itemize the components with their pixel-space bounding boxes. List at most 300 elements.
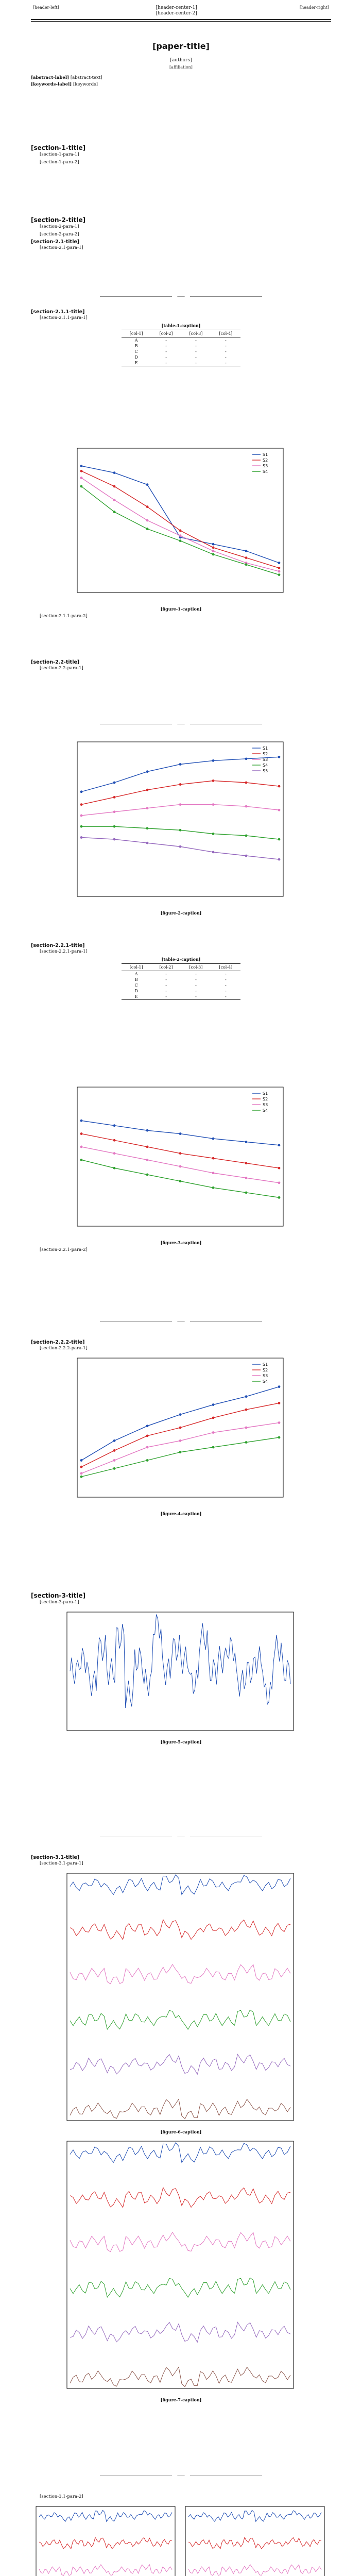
- table-cell: B: [134, 977, 138, 982]
- table-cell: A: [134, 972, 138, 977]
- data-point: [80, 790, 83, 793]
- table-row: [122, 982, 241, 988]
- table-header-cell: [col-3]: [181, 964, 211, 971]
- section-2-1-1-title: [section-2.1.1-title]: [31, 309, 85, 315]
- data-point: [278, 1402, 281, 1404]
- data-point: [80, 1120, 83, 1122]
- header-center: [114, 4, 239, 18]
- table-cell: -: [165, 983, 167, 988]
- running-header: [31, 4, 331, 29]
- data-point: [179, 1152, 182, 1155]
- series-line-S2: [81, 471, 279, 568]
- table-cell: D: [134, 989, 138, 994]
- data-point: [179, 539, 182, 542]
- section-2-2-1: [31, 943, 331, 1000]
- data-point: [146, 1435, 149, 1437]
- data-point: [245, 757, 248, 760]
- table-cell: -: [195, 977, 197, 982]
- table-cell: D: [134, 355, 138, 360]
- data-point: [212, 550, 215, 552]
- data-point: [113, 1167, 116, 1170]
- table-cell: E: [122, 360, 151, 366]
- section-3-1-title: [section-3.1-title]: [31, 1855, 80, 1860]
- series-line-S1: [39, 2511, 172, 2522]
- series-line-S2: [70, 2188, 290, 2208]
- header-rule: [31, 19, 331, 20]
- series-line-S2: [188, 2537, 321, 2549]
- figure-2-caption: [figure-2-caption]: [160, 910, 202, 916]
- data-point: [245, 1441, 248, 1444]
- figure-6-chart: [31, 1868, 331, 2126]
- section-2-1-1: [31, 309, 331, 366]
- section-1-para-1: [section-1-para-1]: [40, 152, 79, 157]
- data-point: [146, 789, 149, 791]
- data-point: [113, 1439, 116, 1442]
- table-header-cell: [col-3]: [181, 330, 211, 337]
- page-separator: ——: [31, 1319, 331, 1324]
- data-point: [146, 519, 149, 522]
- series-line-S2: [39, 2537, 172, 2549]
- data-point: [278, 756, 281, 758]
- section-2-2-para-1: [section-2.2-para-1]: [40, 666, 83, 671]
- page-separator: ——: [31, 2473, 331, 2478]
- data-point: [146, 1129, 149, 1132]
- header-left: [header-left]: [33, 5, 59, 10]
- section-2-1-para-1: [section-2.1-para-1]: [40, 245, 83, 251]
- figure-1: [31, 443, 331, 621]
- figure-5-chart: [31, 1607, 331, 1736]
- data-point: [278, 785, 281, 788]
- page-separator: ——: [31, 1834, 331, 1839]
- affiliation-line: [affiliation]: [169, 65, 193, 70]
- table-row: [122, 988, 241, 994]
- figure-4-caption: [figure-4-caption]: [160, 1511, 202, 1517]
- data-point: [179, 534, 182, 537]
- data-point: [278, 1167, 281, 1170]
- data-point: [80, 470, 83, 472]
- legend-label: S1: [263, 1091, 268, 1096]
- figure-1-caption: [figure-1-caption]: [160, 606, 202, 612]
- data-point: [245, 556, 248, 559]
- data-point: [245, 835, 248, 837]
- table-2-caption: [table-2-caption]: [161, 957, 201, 962]
- data-point: [245, 1162, 248, 1164]
- table-cell: -: [195, 338, 197, 343]
- table-cell: B: [134, 344, 138, 349]
- data-point: [212, 1417, 215, 1419]
- data-point: [179, 1413, 182, 1416]
- table-cell: -: [165, 338, 167, 343]
- data-point: [113, 1124, 116, 1127]
- data-point: [278, 1144, 281, 1146]
- data-point: [278, 1196, 281, 1199]
- data-point: [179, 1132, 182, 1135]
- legend-label: S1: [263, 1362, 268, 1367]
- table-cell: -: [195, 344, 197, 349]
- data-point: [146, 827, 149, 829]
- data-point: [80, 485, 83, 488]
- data-point: [212, 1431, 215, 1434]
- data-point: [278, 838, 281, 841]
- table-cell: -: [211, 360, 240, 366]
- data-point: [245, 1191, 248, 1194]
- table-row: [122, 994, 241, 1000]
- paper-title: [paper-title]: [152, 41, 210, 51]
- plot-frame: [67, 1612, 294, 1731]
- data-point: [278, 858, 281, 861]
- table-header-cell: [col-4]: [211, 964, 240, 971]
- table-cell: -: [195, 983, 197, 988]
- section-2-2-1-para-2: [section-2.2.1-para-2]: [40, 1247, 88, 1252]
- series-line-S4: [70, 2278, 290, 2297]
- table-cell: -: [151, 994, 181, 1000]
- data-point: [212, 553, 215, 556]
- data-point: [212, 546, 215, 549]
- table-cell: -: [225, 338, 227, 343]
- table-cell: -: [225, 344, 227, 349]
- data-point: [278, 570, 281, 573]
- data-point: [278, 562, 281, 564]
- section-2-2-2: [31, 1340, 331, 1518]
- section-2-para-2: [section-2-para-2]: [40, 232, 79, 238]
- data-point: [212, 1157, 215, 1160]
- table-cell: C: [134, 349, 138, 354]
- data-point: [80, 1476, 83, 1478]
- plot-frame: [67, 1873, 294, 2121]
- table-cell: -: [165, 344, 167, 349]
- data-point: [212, 1403, 215, 1406]
- data-point: [245, 1409, 248, 1411]
- data-point: [80, 815, 83, 817]
- table-cell: -: [225, 983, 227, 988]
- header-rule-thin: [31, 21, 331, 22]
- header-center-bottom: [header-center-2]: [156, 11, 197, 16]
- table-row: [122, 343, 241, 349]
- data-point: [113, 1467, 116, 1470]
- section-2-title: [section-2-title]: [31, 216, 86, 224]
- author-line: [authors]: [170, 58, 192, 63]
- data-point: [179, 829, 182, 832]
- series-line-S6: [70, 2099, 290, 2119]
- legend-label: S2: [263, 1097, 268, 1101]
- series-line-S1: [188, 2511, 321, 2522]
- section-2-1-1-para-2: [section-2.1.1-para-2]: [40, 614, 88, 619]
- data-point: [146, 1159, 149, 1161]
- figure-3-caption: [figure-3-caption]: [160, 1240, 202, 1245]
- data-point: [146, 1146, 149, 1148]
- data-point: [146, 1425, 149, 1428]
- data-point: [179, 529, 182, 532]
- data-point: [278, 567, 281, 569]
- legend-label: S1: [263, 452, 268, 457]
- section-3-title: [section-3-title]: [31, 1592, 86, 1599]
- table-cell: E: [122, 994, 151, 1000]
- data-point: [245, 1427, 248, 1429]
- table-cell: -: [225, 977, 227, 982]
- data-point: [278, 1421, 281, 1424]
- figure-2: [31, 737, 331, 917]
- data-point: [113, 838, 116, 841]
- table-cell: -: [165, 989, 167, 994]
- table-cell: -: [181, 360, 211, 366]
- plot-frame: [77, 448, 283, 592]
- data-point: [80, 1459, 83, 1462]
- table-row: [122, 977, 241, 982]
- section-3-1-para-2: [section-3.1-para-2]: [40, 2494, 83, 2499]
- series-line-S6: [70, 2367, 290, 2387]
- series-line-S3: [39, 2565, 172, 2575]
- data-point: [179, 803, 182, 806]
- data-point: [212, 779, 215, 782]
- data-point: [80, 1132, 83, 1135]
- chart-legend: [252, 452, 268, 474]
- section-2-2-title: [section-2.2-title]: [31, 659, 80, 665]
- data-point: [113, 1139, 116, 1142]
- section-2: [31, 216, 331, 253]
- data-point: [146, 842, 149, 844]
- figure-2-chart: [31, 737, 331, 907]
- legend-label: S4: [263, 1379, 268, 1384]
- data-point: [212, 1446, 215, 1449]
- series-line-S2: [81, 1134, 279, 1168]
- data-point: [245, 563, 248, 566]
- series-line-S1: [81, 757, 279, 791]
- data-point: [113, 499, 116, 501]
- data-point: [212, 851, 215, 854]
- table-cell: -: [225, 989, 227, 994]
- data-point: [113, 485, 116, 488]
- data-point: [212, 1138, 215, 1140]
- data-point: [113, 810, 116, 813]
- table-row: [122, 360, 241, 366]
- data-point: [245, 1395, 248, 1398]
- section-2-2-1-title: [section-2.2.1-title]: [31, 943, 85, 948]
- series-line-S4: [81, 826, 279, 839]
- legend-label: S4: [263, 763, 268, 768]
- legend-label: S4: [263, 1108, 268, 1113]
- section-2-1-title: [section-2.1-title]: [31, 239, 80, 245]
- table-row: [122, 337, 241, 344]
- table-header-cell: [col-1]: [122, 330, 151, 337]
- series-line-S5: [70, 2055, 290, 2075]
- data-point: [80, 1146, 83, 1148]
- data-point: [278, 573, 281, 576]
- data-point: [212, 1187, 215, 1189]
- data-point: [113, 1459, 116, 1462]
- data-point: [245, 855, 248, 857]
- section-3-para-1: [section-3-para-1]: [40, 1600, 79, 1605]
- legend-label: S1: [263, 746, 268, 751]
- section-2-2-2-para-1: [section-2.2.2-para-1]: [40, 1346, 88, 1351]
- header-center-top: [header-center-1]: [156, 5, 197, 10]
- table-cell: A: [134, 338, 138, 343]
- keywords-text: [keywords]: [73, 82, 98, 88]
- series-line-S1: [70, 1875, 290, 1894]
- legend-label: S4: [263, 469, 268, 474]
- data-point: [146, 483, 149, 486]
- data-point: [80, 465, 83, 467]
- table-header-cell: [col-1]: [122, 964, 151, 971]
- section-1-para-2: [section-1-para-2]: [40, 160, 79, 165]
- series-line-S3: [81, 805, 279, 816]
- data-point: [146, 807, 149, 809]
- table-cell: -: [225, 972, 227, 977]
- abstract-text: [abstract-text]: [70, 75, 102, 80]
- data-point: [245, 1177, 248, 1179]
- section-3-1-cont: [31, 2494, 331, 2576]
- header-right: [header-right]: [299, 5, 329, 10]
- series-line-S4: [70, 2010, 290, 2029]
- table-row: [122, 354, 241, 360]
- series-line-S3: [70, 2232, 290, 2252]
- table-cell: -: [151, 360, 181, 366]
- data-point: [212, 803, 215, 806]
- legend-label: S2: [263, 752, 268, 756]
- data-point: [245, 1141, 248, 1143]
- figure-6-caption: [figure-6-caption]: [160, 2129, 202, 2135]
- table-1-caption: [table-1-caption]: [161, 323, 201, 329]
- table-cell: -: [195, 349, 197, 354]
- chart-legend: [252, 746, 268, 773]
- data-point: [179, 845, 182, 848]
- data-point: [80, 1472, 83, 1475]
- data-point: [278, 1181, 281, 1184]
- legend-label: S5: [263, 769, 268, 773]
- data-point: [113, 471, 116, 474]
- page-separator: ——: [31, 721, 331, 726]
- legend-label: S3: [263, 1103, 268, 1107]
- section-2-para-1: [section-2-para-1]: [40, 224, 79, 229]
- section-2-2: [31, 659, 331, 673]
- data-point: [179, 1165, 182, 1168]
- table-cell: -: [165, 349, 167, 354]
- data-point: [179, 1180, 182, 1182]
- data-point: [212, 543, 215, 546]
- table-row: [122, 971, 241, 977]
- data-point: [278, 1436, 281, 1439]
- table-cell: -: [195, 972, 197, 977]
- data-point: [80, 803, 83, 806]
- data-point: [113, 511, 116, 513]
- chart-legend: [252, 1091, 268, 1113]
- series-line-S1: [70, 1615, 290, 1708]
- section-1-title: [section-1-title]: [31, 144, 86, 151]
- table-2: [122, 963, 241, 1000]
- data-point: [146, 505, 149, 508]
- table-cell: -: [195, 989, 197, 994]
- table-cell: -: [211, 994, 240, 1000]
- series-line-S3: [188, 2565, 321, 2575]
- data-point: [146, 528, 149, 530]
- series-line-S1: [81, 1387, 279, 1461]
- figure-5-caption: [figure-5-caption]: [160, 1739, 202, 1745]
- data-point: [113, 825, 116, 828]
- table-cell: -: [225, 355, 227, 360]
- data-point: [245, 550, 248, 552]
- data-point: [80, 477, 83, 479]
- series-line-S3: [81, 478, 279, 572]
- figure-8-chart: [31, 2501, 331, 2576]
- data-point: [245, 805, 248, 808]
- table-cell: -: [225, 349, 227, 354]
- table-cell: -: [165, 972, 167, 977]
- figure-3-chart: [31, 1082, 331, 1236]
- data-point: [146, 1459, 149, 1462]
- series-line-S2: [70, 1920, 290, 1940]
- series-line-S3: [81, 1423, 279, 1473]
- table-cell: -: [165, 355, 167, 360]
- table-1: [122, 330, 241, 366]
- legend-label: S2: [263, 1368, 268, 1373]
- series-line-S3: [70, 1964, 290, 1984]
- table-header-cell: [col-2]: [151, 330, 181, 337]
- data-point: [113, 782, 116, 784]
- data-point: [179, 1427, 182, 1429]
- series-line-S5: [81, 838, 279, 860]
- data-point: [179, 1451, 182, 1453]
- table-row: [122, 349, 241, 354]
- plot-frame: [67, 2141, 294, 2388]
- section-3-1-para-1: [section-3.1-para-1]: [40, 1861, 83, 1866]
- series-line-S4: [81, 1437, 279, 1477]
- series-line-S5: [70, 2323, 290, 2343]
- figure-7-caption: [figure-7-caption]: [160, 2397, 202, 2403]
- legend-label: S2: [263, 458, 268, 463]
- page-separator: ——: [31, 294, 331, 298]
- figure-1-chart: [31, 443, 331, 603]
- data-point: [179, 763, 182, 766]
- data-point: [80, 1159, 83, 1161]
- small-multiples-grid: [31, 2501, 331, 2576]
- data-point: [212, 759, 215, 762]
- figure-3: [31, 1082, 331, 1255]
- data-point: [80, 1466, 83, 1468]
- data-point: [113, 1449, 116, 1452]
- chart-legend: [252, 1362, 268, 1384]
- data-point: [245, 782, 248, 784]
- abstract-block: [31, 75, 331, 88]
- section-1: [31, 144, 331, 167]
- table-cell: -: [165, 977, 167, 982]
- legend-label: S3: [263, 1374, 268, 1379]
- legend-label: S3: [263, 757, 268, 762]
- table-cell: -: [195, 355, 197, 360]
- data-point: [278, 809, 281, 811]
- section-2-1-1-para-1: [section-2.1.1-para-1]: [40, 315, 88, 320]
- table-cell: -: [181, 994, 211, 1000]
- table-header-cell: [col-4]: [211, 330, 240, 337]
- data-point: [212, 1172, 215, 1174]
- data-point: [146, 770, 149, 773]
- series-line-S1: [81, 466, 279, 563]
- figure-4-chart: [31, 1353, 331, 1507]
- section-2-2-2-title: [section-2.2.2-title]: [31, 1340, 85, 1345]
- data-point: [146, 1446, 149, 1449]
- data-point: [278, 1385, 281, 1388]
- data-point: [179, 783, 182, 786]
- abstract-label: [abstract-label]: [31, 75, 70, 80]
- plot-frame: [77, 1087, 283, 1226]
- data-point: [146, 1174, 149, 1176]
- data-point: [113, 796, 116, 799]
- figure-7-chart: [31, 2136, 331, 2394]
- legend-label: S3: [263, 464, 268, 468]
- data-point: [80, 836, 83, 839]
- series-line-S1: [70, 2143, 290, 2162]
- section-2-2-1-para-1: [section-2.2.1-para-1]: [40, 949, 88, 954]
- data-point: [113, 1152, 116, 1155]
- data-point: [212, 833, 215, 835]
